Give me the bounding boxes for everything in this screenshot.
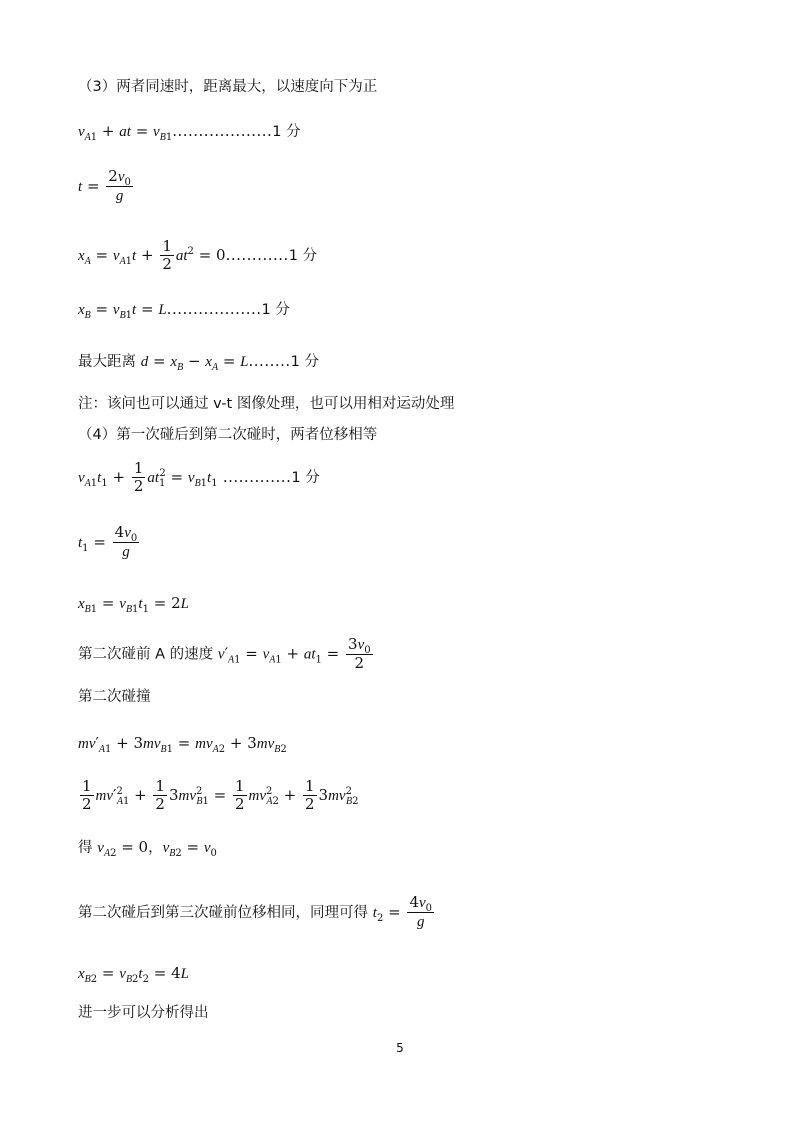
eq-velocity-equal: $v_{A1}$ + at = $v_{B1}...................1$ 分 <box>78 122 301 143</box>
eq-displacement-a: $x_A = v_{A1}t$ + $\frac{1}{2}$ $at^2 = 0............1$ 分 <box>78 237 318 274</box>
eq-displacement-b1: $x_{B1} = v_{B1}t_1 = 2L$ <box>78 594 189 615</box>
note-text: 注：该问也可以通过 v-t 图像处理，也可以用相对运动处理 <box>78 396 455 412</box>
score-label: 1 分 <box>261 302 290 318</box>
eq-displacement-equal: $v_{A1}t_1$ + $\frac{1}{2}$ $at_1^2 = v_{B1}t_1$ .............1 分 <box>78 459 320 496</box>
page-number: 5 <box>396 1041 404 1055</box>
score-dots: .................. <box>166 300 262 318</box>
score-dots: ............. <box>217 467 292 486</box>
eq-time-2: 第二次碰后到第三次碰前位移相同，同理可得 $t_2$ = $\frac{4v_0}{g}$ <box>78 893 433 931</box>
eq-time-1: $t_1$ = $\frac{4v_0}{g}$ <box>78 523 138 561</box>
eq-time: t = $\frac{2v_0}{g}$ <box>78 167 131 205</box>
score-label: 1 分 <box>290 354 320 370</box>
score-label: 1 分 <box>291 469 320 486</box>
score-label: 1 分 <box>288 247 318 264</box>
section4-heading: （4）第一次碰后到第二次碰时，两者位移相等 <box>78 427 378 443</box>
score-dots: ........ <box>248 352 291 370</box>
score-label: 1 分 <box>272 124 301 140</box>
eq-momentum: $mv'_{A1} + 3mv_{B1} = mv_{A2} + 3mv_{B2}$ <box>78 734 287 755</box>
similar-label: 第二次碰后到第三次碰前位移相同，同理可得 <box>78 904 368 921</box>
score-dots: ................... <box>172 122 273 140</box>
eq-displacement-b: $x_B = v_{B1}t = L..................1$ 分 <box>78 300 290 321</box>
conclusion-text: 进一步可以分析得出 <box>78 1005 209 1021</box>
section3-heading: （3）两者同速时，距离最大，以速度向下为正 <box>78 79 378 95</box>
max-distance-label: 最大距离 <box>78 354 136 370</box>
speed-label: 第二次碰前 A 的速度 <box>78 646 214 663</box>
result-label: 得 <box>78 840 93 856</box>
separator: ， <box>148 840 163 856</box>
eq-speed-before-collision: 第二次碰前 A 的速度 $v'_{A1} = v_{A1} + at_1$ = $\frac{3v_0}{2}$ <box>78 635 371 673</box>
eq-result: 得 $v_{A2} = 0$，$v_{B2} = v_0$ <box>78 838 217 859</box>
score-dots: ............ <box>225 245 289 264</box>
eq-energy: $\frac{1}{2}$ $mv'^2_{A1}$ + $\frac{1}{2}$ $3mv^2_{B1}$ = $\frac{1}{2}$ $mv^2_{A2}$ + $\frac{1}{2}$ $3mv^2_{B2}$ <box>82 777 359 814</box>
eq-max-distance: 最大距离 $d = x_B - x_A = L........1$ 分 <box>78 352 320 373</box>
eq-displacement-b2: $x_{B2} = v_{B2}t_2 = 4L$ <box>78 964 189 985</box>
collision-label: 第二次碰撞 <box>78 689 151 705</box>
